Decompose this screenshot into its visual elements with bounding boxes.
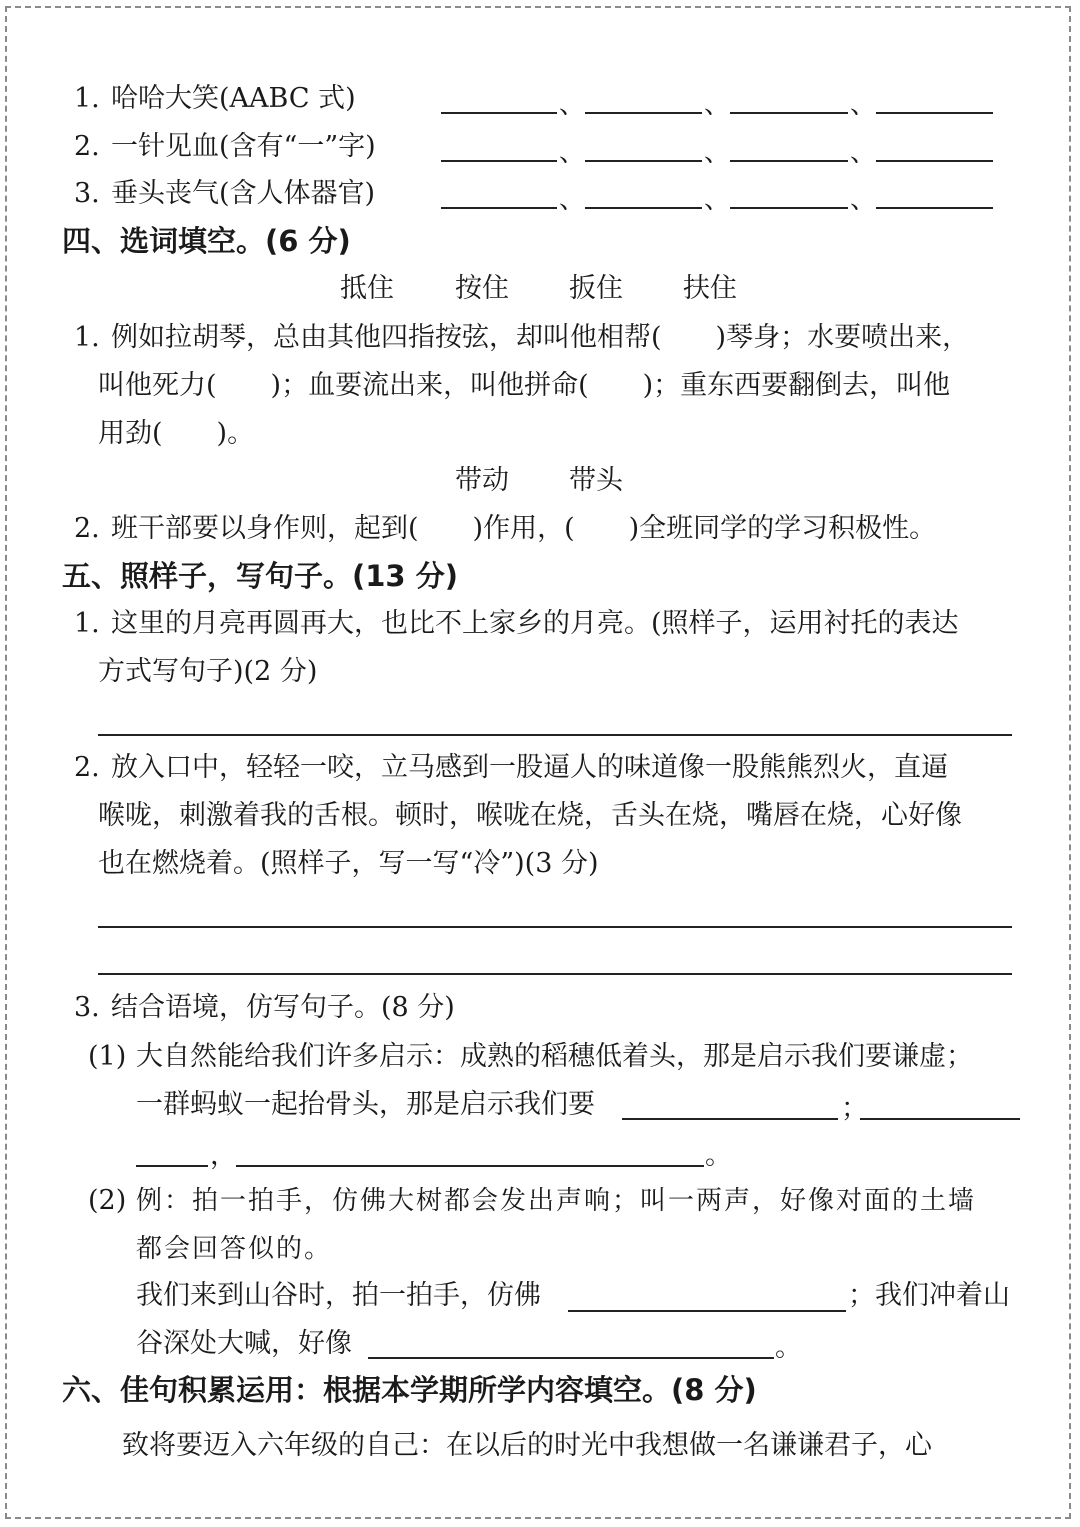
answer-blank[interactable] — [368, 1357, 774, 1359]
question-text: 大自然能给我们许多启示：成熟的稻穗低着头，那是启示我们要谦虚； — [136, 1041, 973, 1072]
question-text: 我们来到山谷时，拍一拍手，仿佛 — [136, 1280, 541, 1311]
word-bank-option: 抵住 — [340, 273, 394, 304]
punctuation: 。 — [775, 1332, 802, 1363]
separator: 、 — [704, 138, 731, 168]
question-number: 1. — [74, 322, 100, 353]
separator: 、 — [704, 185, 731, 215]
question-text: 叫他死力( )；血要流出来，叫他拼命( )；重东西要翻倒去，叫他 — [98, 370, 951, 401]
answer-blank[interactable] — [441, 207, 557, 209]
answer-blank[interactable] — [568, 1310, 846, 1312]
answer-blank[interactable] — [585, 160, 702, 162]
answer-blank[interactable] — [730, 160, 848, 162]
question-number: 1. — [74, 608, 100, 639]
answer-blank[interactable] — [585, 207, 702, 209]
word-bank-option: 带动 — [455, 465, 509, 496]
word-bank-option: 扶住 — [683, 273, 737, 304]
separator: 、 — [559, 138, 586, 168]
question-text: 这里的月亮再圆再大，也比不上家乡的月亮。(照样子，运用衬托的表达 — [111, 608, 959, 639]
item-number: 1. — [74, 83, 100, 114]
example-text: 例：拍一拍手，仿佛大树都会发出声响；叫一两声，好像对面的土墙 — [136, 1186, 977, 1216]
answer-blank[interactable] — [136, 1165, 208, 1167]
question-text: 谷深处大喊，好像 — [136, 1328, 352, 1359]
section4-title: 四、选词填空。(6 分) — [62, 224, 351, 258]
answer-blank[interactable] — [585, 112, 702, 114]
answer-blank[interactable] — [441, 160, 557, 162]
question-number: 2. — [74, 752, 100, 783]
question-text: 用劲( )。 — [98, 418, 255, 449]
answer-line[interactable] — [98, 734, 1012, 736]
answer-blank[interactable] — [441, 112, 557, 114]
answer-line[interactable] — [98, 926, 1012, 928]
item-number: 2. — [74, 131, 100, 162]
separator: 、 — [850, 185, 877, 215]
item-text: 哈哈大笑(AABC 式) — [111, 83, 356, 114]
question-text: 例如拉胡琴，总由其他四指按弦，却叫他相帮( )琴身；水要喷出来， — [111, 322, 970, 353]
separator: 、 — [850, 138, 877, 168]
question-number: 2. — [74, 513, 100, 544]
item-text: 垂头丧气(含人体器官) — [111, 178, 376, 209]
punctuation: ， — [210, 1140, 237, 1171]
answer-line[interactable] — [98, 973, 1012, 975]
item-number: 3. — [74, 178, 100, 209]
word-bank-option: 带头 — [569, 465, 623, 496]
example-text: 都会回答似的。 — [136, 1234, 333, 1264]
separator: 、 — [704, 90, 731, 120]
answer-blank[interactable] — [876, 160, 993, 162]
answer-blank[interactable] — [236, 1165, 704, 1167]
punctuation: 。 — [705, 1140, 732, 1171]
answer-blank[interactable] — [876, 207, 993, 209]
punctuation: ； — [841, 1093, 868, 1124]
answer-blank[interactable] — [876, 112, 993, 114]
question-text: 喉咙，刺激着我的舌根。顿时，喉咙在烧，舌头在烧，嘴唇在烧，心好像 — [98, 800, 962, 831]
section5-title: 五、照样子，写句子。(13 分) — [62, 559, 458, 593]
word-bank-option: 按住 — [455, 273, 509, 304]
question-text: 一群蚂蚁一起抬骨头，那是启示我们要 — [136, 1089, 595, 1120]
question-text: 致将要迈入六年级的自己：在以后的时光中我想做一名谦谦君子，心 — [122, 1430, 932, 1461]
question-text: 放入口中，轻轻一咬，立马感到一股逼人的味道像一股熊熊烈火，直逼 — [111, 752, 948, 783]
question-text: 结合语境，仿写句子。(8 分) — [111, 992, 455, 1023]
subquestion-number: (2) — [88, 1185, 127, 1216]
answer-blank[interactable] — [860, 1118, 1020, 1120]
word-bank-option: 扳住 — [569, 273, 623, 304]
question-text: 也在燃烧着。(照样子，写一写“冷”)(3 分) — [98, 848, 599, 879]
answer-blank[interactable] — [622, 1118, 838, 1120]
question-text: 班干部要以身作则，起到( )作用，( )全班同学的学习积极性。 — [111, 513, 937, 544]
separator: 、 — [559, 90, 586, 120]
question-text: 方式写句子)(2 分) — [98, 656, 318, 687]
item-text: 一针见血(含有“一”字) — [111, 131, 376, 162]
section6-title: 六、佳句积累运用：根据本学期所学内容填空。(8 分) — [62, 1373, 757, 1407]
question-text: ；我们冲着山 — [848, 1280, 1010, 1311]
question-number: 3. — [74, 992, 100, 1023]
separator: 、 — [850, 90, 877, 120]
separator: 、 — [559, 185, 586, 215]
subquestion-number: (1) — [88, 1041, 127, 1072]
answer-blank[interactable] — [730, 207, 848, 209]
answer-blank[interactable] — [730, 112, 848, 114]
